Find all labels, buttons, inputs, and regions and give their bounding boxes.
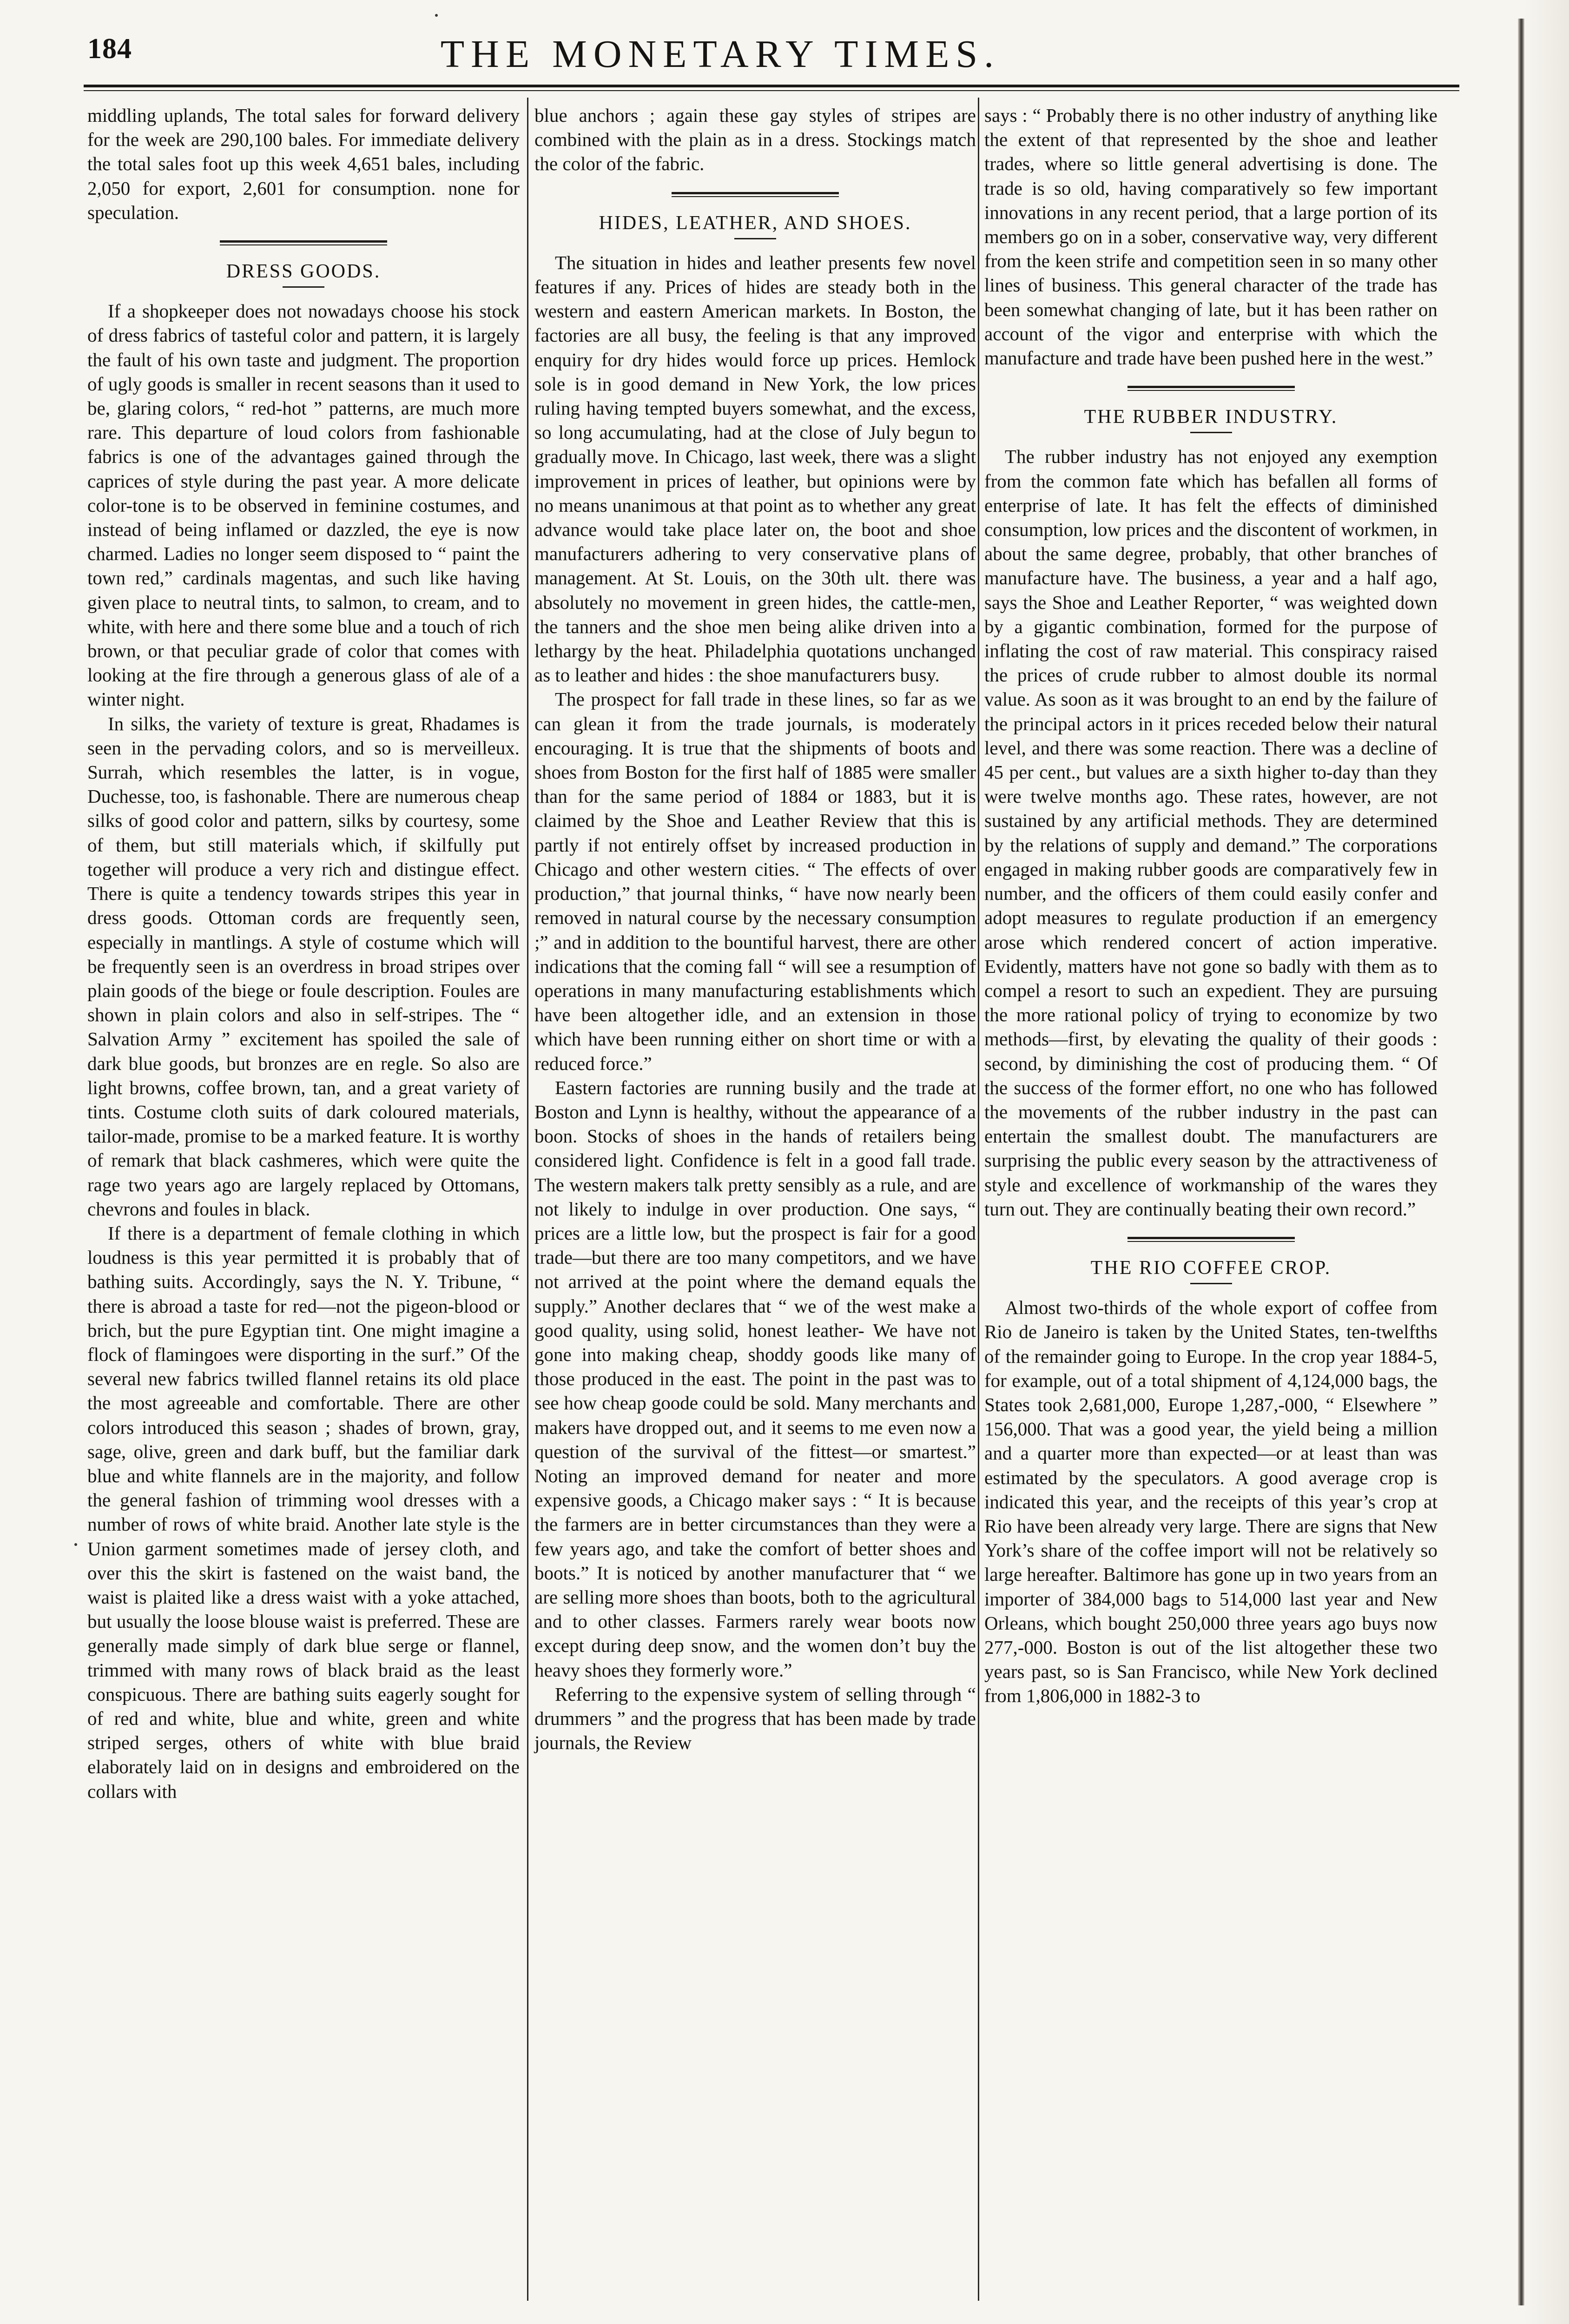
rio-coffee-crop-heading: THE RIO COFFEE CROP. <box>1090 1257 1332 1279</box>
dress-goods-paragraph-1: If a shopkeeper does not nowadays choose his stock of dress fabrics of tasteful color and pattern, it is largely the fault of his own taste and judgment. The proportion of ugly goods is smaller in recent seasons than it used to be, glaring colors, “ red-hot ” patterns, are much more rare. This departure of loud colors from fashionable fabrics is one of the advantages gained through the caprices of style during the past year. A more delicate color-tone is to be observed in feminine costumes, and instead of being inflamed or dazzled, the eye is now charmed. Ladies no longer seem disposed to “ paint the town red,” cardinals magentas, and such like having given place to neutral tints, to salmon, to cream, and to white, with here and there some blue and a touch of rich brown, or that peculiar grade of color that comes with looking at the fire through a generous glass of ale of a winter night. <box>87 300 520 710</box>
hides-paragraph-3: Eastern factories are running busily and the trade at Boston and Lynn is healthy, without the appearance of a boon. Stocks of shoes in the hands of retailers being considered light. Confidence is felt in a good fall trade. The western makers talk pretty sensibly as a rule, and are not likely to indulge in over production. One says, “ prices are a little low, but the prospect is fair for a good trade—but there are too many competitors, and we have not arrived at the point where the demand equals the supply.” Another declares that “ we of the west make a good quality, using solid, honest leather- We have not gone into making cheap, shoddy goods like many of those produced in the east. The point in the past was to see how cheap goode could be sold. Many merchants and makers have dropped out, and it seems to me even now a question of the survival of the fittest—or smartest.” Noting an improved demand for neater and more expensive goods, a Chicago maker says : “ It is because the farmers are in better circumstances than they were a few years ago, and take the comfort of better shoes and boots.” It is noticed by another manufacturer that “ we are selling more shoes than boots, both to the agricultural and to other classes. Farmers rarely wear boots now except during deep snow, and the women don’t buy the heavy shoes they formerly wore.” <box>534 1076 976 1681</box>
heading-underline <box>283 286 324 288</box>
print-speck <box>74 1543 77 1546</box>
page-number: 184 <box>87 33 132 65</box>
cotton-continuation: middling uplands, The total sales for forward delivery for the week are 290,100 bales. For immediate delivery the total sales foot up this week 4,651 bales, including 2,050 for export, 2,601 for consumption. none for speculation. <box>87 105 520 223</box>
binding-shadow <box>1524 0 1569 2324</box>
rubber-paragraph-1: The rubber industry has not enjoyed any exemption from the common fate which has befallen all forms of enterprise of late. It has felt the effects of diminished consumption, low prices and the discontent of workmen, in about the same degree, probably, that other branches of manufacture have. The business, a year and a half ago, says the Shoe and Leather Reporter, “ was weighted down by a gigantic combination, formed for the purpose of inflating the cost of raw material. This conspiracy raised the prices of crude rubber to almost double its normal value. As soon as it was brought to an end by the failure of the principal actors in it prices receded below their natural level, and there was some reaction. There was a decline of 45 per cent., but values are a sixth higher to-day than they were twelve months ago. These rates, however, are not sustained by any artificial methods. They are determined by the relations of supply and demand.” The corporations engaged in making rubber goods are comparatively few in number, and the officers of them could easily confer and adopt measures to regulate production if an emergency arose which rendered concert of action imperative. Evidently, matters have not gone so badly with them as to compel a resort to such an expedient. They are pursuing the more rational policy of trying to economize by two methods—first, by elevating the quality of their goods : second, by diminishing the cost of producing them. “ Of the success of the former effort, no one who has followed the movements of the rubber industry in the past can entertain the smallest doubt. The manufacturers are surprising the public every season by the attractiveness of style and excellence of workmanship of the wares they turn out. They are continually beating their own record.” <box>984 446 1437 1220</box>
section-separator <box>220 240 387 243</box>
dress-goods-paragraph-2: In silks, the variety of texture is great, Rhadames is seen in the pervading colors, and so is merveilleux. Surrah, which resembles the latter, is in vogue, Duchesse, too, is fashonable. There are numerous cheap silks of good color and pattern, silks by courtesy, some of them, but still materials which, if skilfully put together will produce a very rich and distingue effect. There is quite a tendency towards stripes this year in dress goods. Ottoman cords are frequently seen, especially in mantlings. A style of costume which will be frequently seen is an overdress in broad stripes over plain goods of the biege or foule description. Foules are shown in plain colors and also in self-stripes. The “ Salvation Army ” excitement has spoiled the sale of dark blue goods, but bronzes are en regle. So also are light browns, coffee brown, tan, and a great variety of tints. Costume cloth suits of dark coloured materials, tailor-made, promise to be a marked feature. It is worthy of remark that black cashmeres, which were quite the rage two years ago are largely replaced by Ottomans, chevrons and foules in black. <box>87 713 520 1220</box>
dress-goods-continuation: blue anchors ; again these gay styles of stripes are combined with the plain as in a dress. Stockings match the color of the fabric. <box>534 105 976 175</box>
section-separator <box>672 192 839 194</box>
section-separator-thin <box>1127 1241 1295 1242</box>
hides-continuation: says : “ Probably there is no other industry of anything like the extent of that represented by the shoe and leather trades, where so little general advertising is done. The trade is so old, having comparatively so few important innovations in any recent period, that a large portion of its members go on in a sober, conservative way, very different from the keen strife and competition seen in so many other lines of business. This general character of the trade has been somewhat changing of late, but it has been rather on account of the vigor and enterprise with which the manufacture and trade have been pushed here in the west.” <box>984 105 1437 369</box>
hides-paragraph-1: The situation in hides and leather presents few novel features if any. Prices of hides are steady both in the western and eastern American markets. In Boston, the factories are all busy, the feeling is that any improved enquiry for dry hides would force up prices. Hemlock sole is in good demand in New York, the low prices ruling having tempted buyers somewhat, and the excess, so long accumulating, had at the close of July begun to gradually move. In Chicago, last week, there was a slight improvement in prices of leather, but opinions were by no means unanimous at that point as to whether any great advance would take place later on, the boot and shoe manufacturers adhering to very conservative plans of management. At St. Louis, on the 30th ult. there was absolutely no movement in green hides, the cattle-men, the tanners and the shoe men being alike driven into a lethargy by the heat. Philadelphia quotations unchanged as to leather and hides : the shoe manufacturers busy. <box>534 251 976 686</box>
hides-paragraph-2: The prospect for fall trade in these lines, so far as we can glean it from the trade journals, is moderately encouraging. It is true that the shipments of boots and shoes from Boston for the first half of 1885 were smaller than for the same period of 1884 or 1883, but it is claimed by the Shoe and Leather Review that this is partly if not entirely offset by increased production in Chicago and other western cities. “ The effects of over production,” that journal thinks, “ have now nearly been removed in natural course by the necessary consumption ;” and in addition to the bountiful harvest, there are other indications that the coming fall “ will see a resumption of operations in many manufacturing establishments which have been altogether idle, and an extension in those which have been running either on short time or with a reduced force.” <box>534 688 976 1074</box>
section-separator <box>1127 1237 1295 1239</box>
column-1 <box>87 103 520 1803</box>
section-separator <box>1127 386 1295 388</box>
binding-edge <box>1518 19 1524 2305</box>
masthead-rule-thin <box>84 90 1459 91</box>
masthead-title: THE MONETARY TIMES. <box>440 33 1001 76</box>
masthead-rule <box>84 85 1459 87</box>
dress-goods-heading: DRESS GOODS. <box>226 261 381 283</box>
section-separator-thin <box>672 196 839 197</box>
coffee-paragraph-1: Almost two-thirds of the whole export of coffee from Rio de Janeiro is taken by the United States, ten-twelfths of the remainder going to Europe. In the crop year 1884-5, for example, out of a total shipment of 4,124,000 bags, the States took 2,681,000, Europe 1,287,-000, “ Elsewhere ” 156,000. That was a good year, the yield being a million and a quarter more than expected—or at least than was estimated by the speculators. A good average crop is indicated this year, and the receipts of this year’s crop at Rio have been already very large. There are signs that New York’s share of the coffee import will not be relatively so large hereafter. Baltimore has gone up in two years from an importer of 384,000 bags to 514,000 last year and New Orleans, which bought 250,000 three years ago buys now 277,-000. Boston is out of the list altogether these two years past, so is San Francisco, while New York declined from 1,806,000 in 1882-3 to <box>984 1297 1437 1707</box>
heading-underline <box>734 238 776 239</box>
hides-paragraph-4: Referring to the expensive system of selling through “ drummers ” and the progress that has been made by trade journals, the Review <box>534 1683 976 1754</box>
column-divider-1 <box>527 98 528 2301</box>
dress-goods-paragraph-3: If there is a department of female clothing in which loudness is this year permitted it is probably that of bathing suits. Accordingly, says the N. Y. Tribune, “ there is abroad a taste for red—not the pigeon-blood or brich, but the pure Egyptian tint. One might imagine a flock of flamingoes were disporting in the surf.” Of the several new fabrics twilled flannel retains its old place the most agreeable and comfortable. There are other colors introduced this season ; shades of brown, gray, sage, olive, green and dark buff, but the familiar dark blue and white flannels are in the majority, and follow the general fashion of trimming wool dresses with a number of rows of white braid. Another late style is the Union garment sometimes made of jersey cloth, and over this the skirt is fastened on the waist band, the waist is plaited like a dress waist with a yoke attached, but usually the loose blouse waist is preferred. These are generally made simply of dark blue serge or flannel, trimmed with many rows of black braid as the least conspicuous. There are bathing suits eagerly sought for of red and white, blue and white, green and white striped serges, others of white with blue braid elaborately laid on in designs and embroidered on the collars with <box>87 1222 520 1802</box>
hides-leather-shoes-heading: HIDES, LEATHER, AND SHOES. <box>599 212 912 234</box>
heading-underline <box>1190 1283 1232 1284</box>
rubber-industry-heading: THE RUBBER INDUSTRY. <box>1084 406 1338 428</box>
section-separator-thin <box>220 244 387 245</box>
section-separator-thin <box>1127 390 1295 391</box>
column-2 <box>534 103 976 1755</box>
column-divider-2 <box>978 98 979 2301</box>
column-3 <box>984 103 1437 1708</box>
heading-underline <box>1190 432 1232 433</box>
print-speck <box>435 14 438 17</box>
